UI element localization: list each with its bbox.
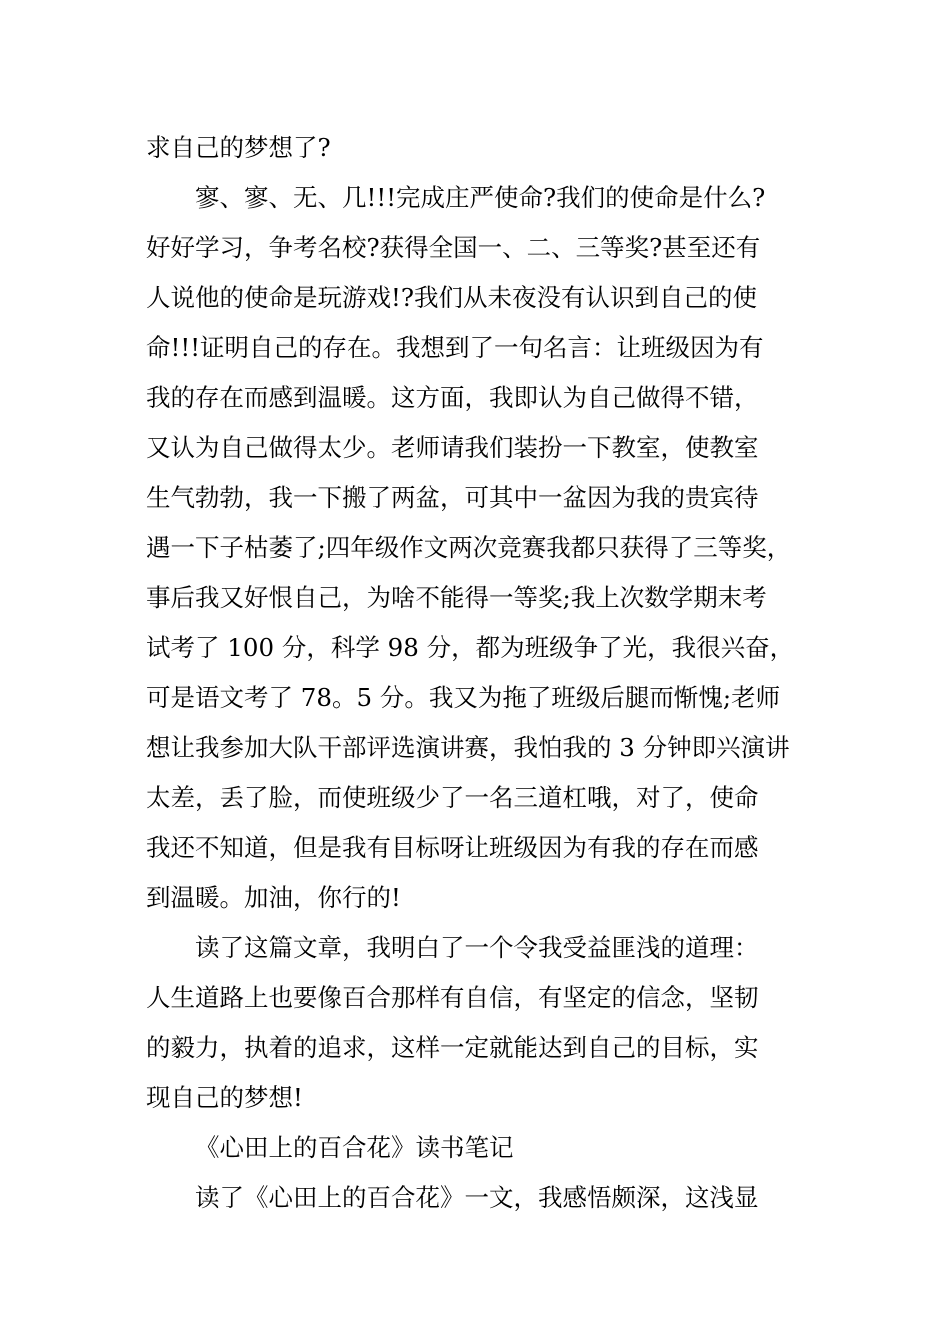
text-line: 好好学习，争考名校?获得全国一、二、三等奖?甚至还有 [146,233,761,262]
text-line: 事后我又好恨自己，为啥不能得一等奖;我上次数学期末考 [146,583,767,612]
paragraph-first-line: 读了《心田上的百合花》一文，我感悟颇深，这浅显 [195,1183,759,1212]
text-line: 太差，丢了脸，而使班级少了一名三道杠哦，对了，使命 [146,783,759,812]
paragraph-first-line: 寥、寥、无、几!!!完成庄严使命?我们的使命是什么? [195,183,766,212]
text-line: 求自己的梦想了? [146,133,331,162]
text-line: 人说他的使命是玩游戏!?我们从未夜没有认识到自己的使 [146,283,757,312]
text-line: 遇一下子枯萎了;四年级作文两次竞赛我都只获得了三等奖， [146,533,792,562]
text-line: 生气勃勃，我一下搬了两盆，可其中一盆因为我的贵宾待 [146,483,759,512]
text-line: 想让我参加大队干部评选演讲赛，我怕我的 3 分钟即兴演讲 [146,733,790,762]
text-line: 命!!!证明自己的存在。我想到了一句名言：让班级因为有 [146,333,764,362]
text-line: 我的存在而感到温暖。这方面，我即认为自己做得不错， [146,383,759,412]
text-line: 又认为自己做得太少。老师请我们装扮一下教室，使教室 [146,433,759,462]
paragraph-first-line: 读了这篇文章，我明白了一个令我受益匪浅的道理： [195,933,759,962]
text-line: 人生道路上也要像百合那样有自信，有坚定的信念，坚韧 [146,983,759,1012]
section-heading: 《心田上的百合花》读书笔记 [195,1133,514,1162]
text-line: 我还不知道，但是我有目标呀让班级因为有我的存在而感 [146,833,759,862]
text-line: 试考了 100 分，科学 98 分，都为班级争了光，我很兴奋， [146,633,795,662]
text-line: 可是语文考了 78。5 分。我又为拖了班级后腿而惭愧;老师 [146,683,781,712]
text-line: 到温暖。加油，你行的! [146,883,401,912]
text-line: 现自己的梦想! [146,1083,303,1112]
text-line: 的毅力，执着的追求，这样一定就能达到自己的目标，实 [146,1033,759,1062]
